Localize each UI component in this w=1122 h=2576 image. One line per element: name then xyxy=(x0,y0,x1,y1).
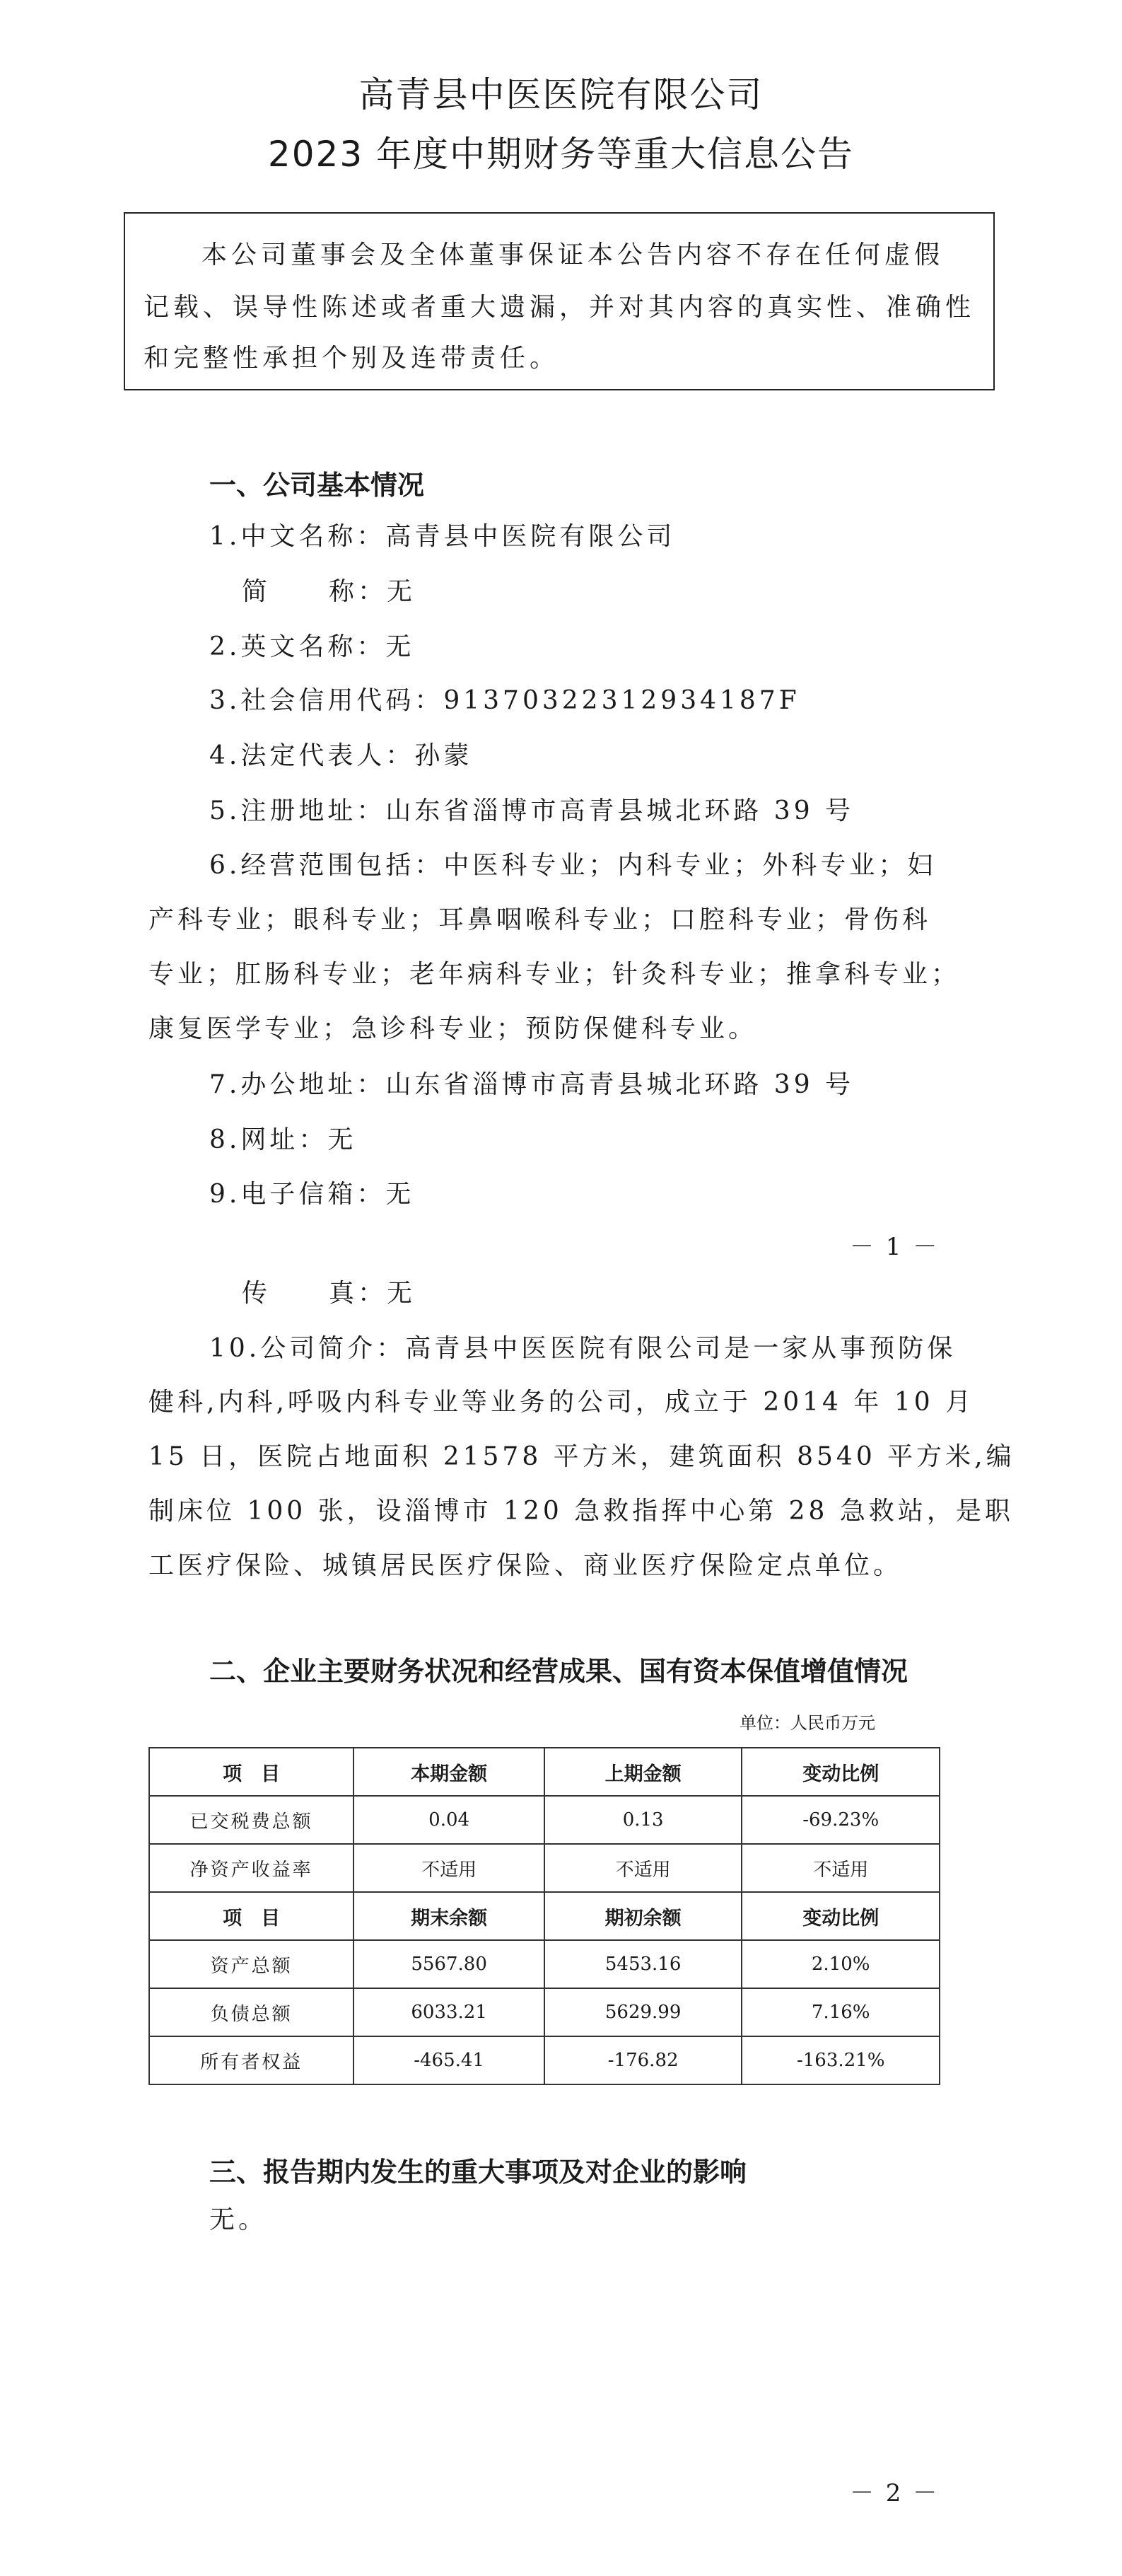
company-profile-line: 工医疗保险、城镇居民医疗保险、商业医疗保险定点单位。 xyxy=(148,1551,903,1580)
info-line-email: 9.电子信箱：无 xyxy=(209,1180,415,1209)
table-cell: -69.23% xyxy=(742,1796,940,1844)
table-header-cell: 期初余额 xyxy=(544,1892,742,1940)
table-header-cell: 项 目 xyxy=(149,1892,353,1940)
table-cell: 0.13 xyxy=(544,1796,742,1844)
info-line-website: 8.网址：无 xyxy=(209,1125,357,1154)
info-line-abbreviation: 简 称：无 xyxy=(242,577,416,606)
company-profile-line: 制床位 100 张，设淄博市 120 急救指挥中心第 28 急救站，是职 xyxy=(148,1497,1014,1526)
info-line-registered-address: 5.注册地址：山东省淄博市高青县城北环路 39 号 xyxy=(209,796,855,825)
table-cell: 5567.80 xyxy=(353,1940,544,1988)
section1-heading: 一、公司基本情况 xyxy=(209,470,425,501)
info-line-office-address: 7.办公地址：山东省淄博市高青县城北环路 39 号 xyxy=(209,1070,855,1099)
financial-table xyxy=(148,1747,940,2085)
table-row xyxy=(149,2036,940,2084)
document-title-line2: 2023 年度中期财务等重大信息公告 xyxy=(267,134,855,175)
table-cell: 不适用 xyxy=(544,1844,742,1892)
company-profile-line: 健科,内科,呼吸内科专业等业务的公司，成立于 2014 年 10 月 xyxy=(148,1388,975,1417)
table-cell: 7.16% xyxy=(742,1988,940,2036)
table-cell: -163.21% xyxy=(742,2036,940,2084)
table-header-cell: 期末余额 xyxy=(353,1892,544,1940)
disclaimer-line: 和完整性承担个别及连带责任。 xyxy=(144,344,560,373)
info-line-legal-rep: 4.法定代表人：孙蒙 xyxy=(209,741,473,770)
section3-body: 无。 xyxy=(209,2205,268,2234)
table-cell: -465.41 xyxy=(353,2036,544,2084)
table-row xyxy=(149,1988,940,2036)
table-header-cell: 变动比例 xyxy=(742,1892,940,1940)
info-line-business-scope: 6.经营范围包括：中医科专业；内科专业；外科专业；妇 xyxy=(209,851,937,880)
table-cell: 不适用 xyxy=(353,1844,544,1892)
table-cell: 5453.16 xyxy=(544,1940,742,1988)
table-cell: -176.82 xyxy=(544,2036,742,2084)
page-number: － 2 － xyxy=(850,2479,940,2507)
table-cell: 所有者权益 xyxy=(149,2036,353,2084)
company-profile-line: 15 日，医院占地面积 21578 平方米，建筑面积 8540 平方米,编 xyxy=(148,1442,1015,1471)
table-cell: 资产总额 xyxy=(149,1940,353,1988)
currency-unit-note: 单位：人民币万元 xyxy=(740,1713,875,1733)
table-header-cell: 上期金额 xyxy=(544,1748,742,1796)
table-cell: 不适用 xyxy=(742,1844,940,1892)
info-line-business-scope: 专业；肛肠科专业；老年病科专业；针灸科专业；推拿科专业； xyxy=(148,960,961,989)
section2-heading: 二、企业主要财务状况和经营成果、国有资本保值增值情况 xyxy=(209,1656,908,1687)
disclaimer-line: 本公司董事会及全体董事保证本公告内容不存在任何虚假 xyxy=(201,240,945,269)
info-line-credit-code: 3.社会信用代码：91370322312934187F xyxy=(209,686,800,715)
info-line-english-name: 2.英文名称：无 xyxy=(209,632,415,661)
page-number: － 1 － xyxy=(850,1233,940,1261)
section3-heading: 三、报告期内发生的重大事项及对企业的影响 xyxy=(209,2157,747,2188)
table-cell: 0.04 xyxy=(353,1796,544,1844)
document-title-line1: 高青县中医医院有限公司 xyxy=(358,74,764,115)
table-cell: 负债总额 xyxy=(149,1988,353,2036)
disclaimer-line: 记载、误导性陈述或者重大遗漏，并对其内容的真实性、准确性 xyxy=(144,293,976,322)
table-cell: 6033.21 xyxy=(353,1988,544,2036)
info-line-fax: 传 真：无 xyxy=(242,1279,416,1308)
table-cell: 净资产收益率 xyxy=(149,1844,353,1892)
info-line-business-scope: 产科专业；眼科专业；耳鼻咽喉科专业；口腔科专业；骨伤科 xyxy=(148,905,932,934)
table-row xyxy=(149,1940,940,1988)
table-row xyxy=(149,1844,940,1892)
table-header-row xyxy=(149,1748,940,1796)
table-header-row xyxy=(149,1892,940,1940)
company-profile-line: 10.公司简介：高青县中医医院有限公司是一家从事预防保 xyxy=(209,1334,957,1363)
table-header-cell: 变动比例 xyxy=(742,1748,940,1796)
table-cell: 已交税费总额 xyxy=(149,1796,353,1844)
table-cell: 5629.99 xyxy=(544,1988,742,2036)
table-row xyxy=(149,1796,940,1844)
disclaimer-box xyxy=(124,212,995,390)
info-line-chinese-name: 1.中文名称：高青县中医院有限公司 xyxy=(209,522,676,551)
table-cell: 2.10% xyxy=(742,1940,940,1988)
table-header-cell: 项 目 xyxy=(149,1748,353,1796)
table-header-cell: 本期金额 xyxy=(353,1748,544,1796)
info-line-business-scope: 康复医学专业；急诊科专业；预防保健科专业。 xyxy=(148,1014,758,1043)
